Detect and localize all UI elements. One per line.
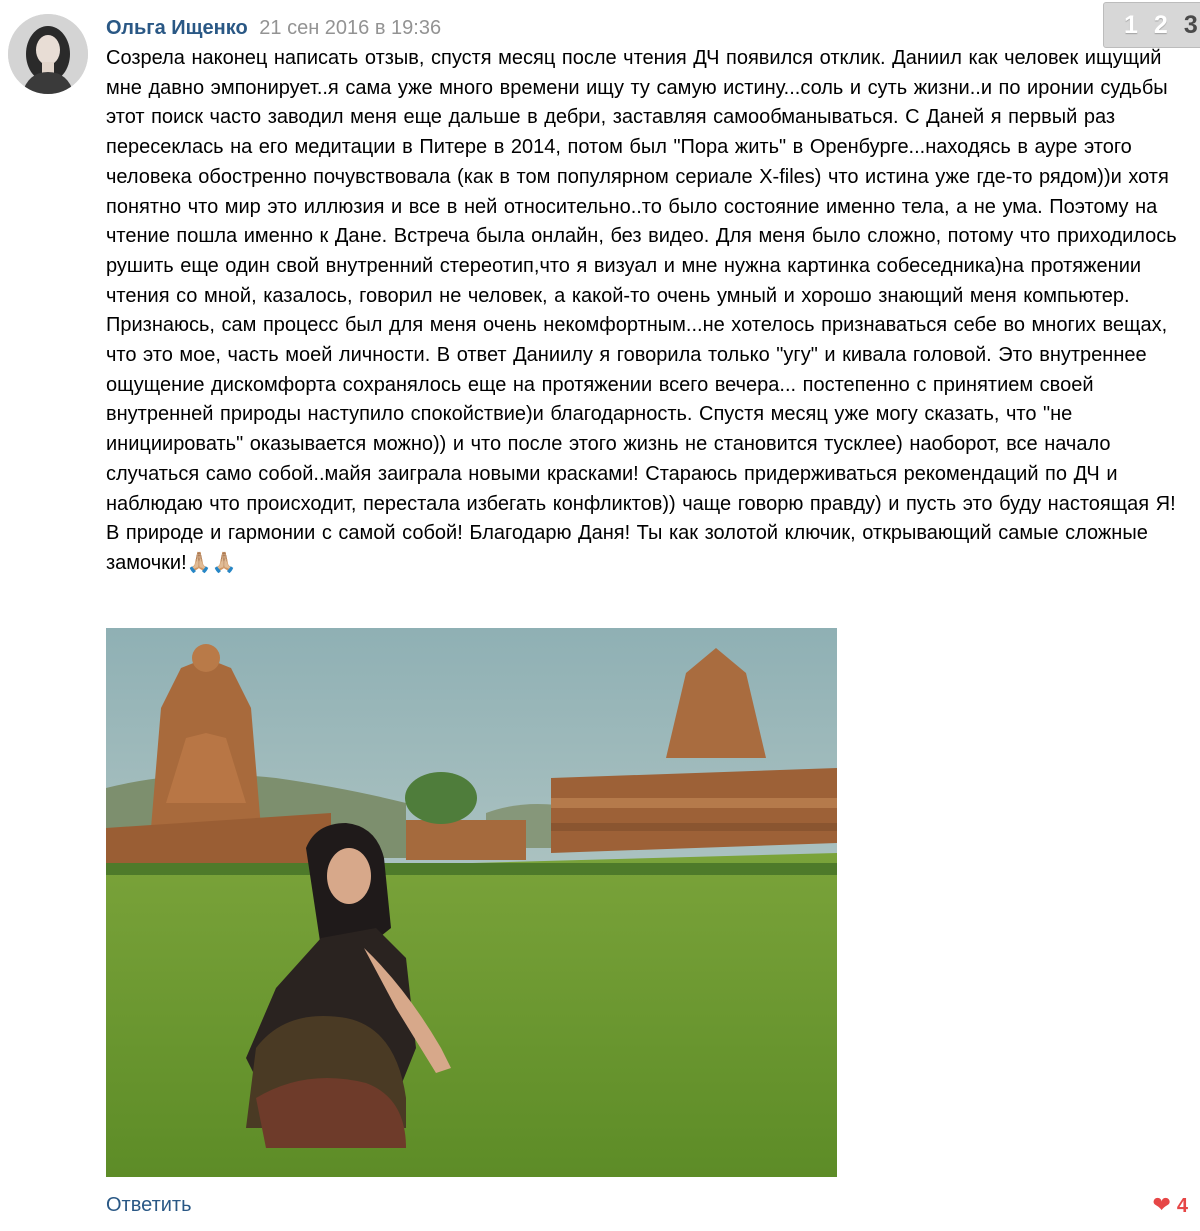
author-avatar[interactable] bbox=[8, 14, 88, 94]
page-link-2[interactable]: 2 bbox=[1153, 11, 1168, 39]
page-link-3-current[interactable]: 3 bbox=[1183, 11, 1198, 39]
comment-body bbox=[106, 44, 1178, 579]
photo-image bbox=[106, 628, 837, 1177]
like-button[interactable] bbox=[1152, 1192, 1188, 1219]
likes-count: 4 bbox=[1176, 1195, 1188, 1217]
heart-icon: ❤ bbox=[1152, 1192, 1171, 1217]
comment-photo[interactable] bbox=[106, 628, 837, 1177]
author-name-link[interactable]: Ольга Ищенко bbox=[106, 17, 248, 39]
page-link-1[interactable]: 1 bbox=[1124, 11, 1138, 39]
comment-date[interactable]: 21 сен 2016 в 19:36 bbox=[259, 17, 442, 39]
folded-hands-icon: 🙏🏼🙏🏼 bbox=[186, 551, 237, 574]
reply-button[interactable]: Ответить bbox=[106, 1194, 192, 1216]
page-switcher bbox=[1103, 2, 1200, 48]
comment-text: Созрела наконец написать отзыв, спустя месяц после чтения ДЧ появился отклик. Даниил как человек ищущий мне давно эмпонирует..я сама уже много времени ищу ту самую истину...соль и суть жизни..и по иронии судьбы этот поиск часто заводил меня еще дальше в дебри, заставляя самообманываться. С Даней я первый раз пересеклась на его медитации в Питере в 2014, потом был "Пора жить" в Оренбурге...находясь в ауре этого человека обостренно почувствовала (как в том популярном сериале X-files) что истина уже где-то рядом))и хотя понятно что мир это иллюзия и все в ней относительно..то было состояние именно тела, а не ума. Поэтому на чтение пошла именно к Дане. Встреча была онлайн, без видео. Для меня было сложно, потому что приходилось рушить еще один свой внутренний стереотип,что я визуал и мне нужна картинка собеседника)на протяжении чтения со мной, казалось, говорил не человек, а какой-то очень умный и хорошо знающий меня компьютер. Признаюсь, сам процесс был для меня очень некомфортным...не хотелось признаваться себе во многих вещах, что это мое, часть моей личности. В ответ Даниилу я говорила только "угу" и кивала головой. Это внутреннее ощущение дискомфорта сохранялось еще на протяжении всего вечера... постепенно с принятием своей внутренней природы наступило спокойствие)и благодарность. Спустя месяц уже могу сказать, что "не инициировать" оказывается можно)) и что после этого жизнь не становится тусклее) наоборот, все начало случаться само собой..майя заиграла новыми красками! Стараюсь придерживаться рекомендаций по ДЧ и наблюдаю что происходит, перестала избегать конфликтов)) чаще говорю правду) и пусть это буду настоящая Я! В природе и гармонии с самой собой! Благодарю Даня! Ты как золотой ключик, открывающий самые сложные замочки! bbox=[106, 47, 1177, 574]
avatar-image bbox=[8, 14, 88, 94]
comment-header bbox=[106, 14, 441, 42]
